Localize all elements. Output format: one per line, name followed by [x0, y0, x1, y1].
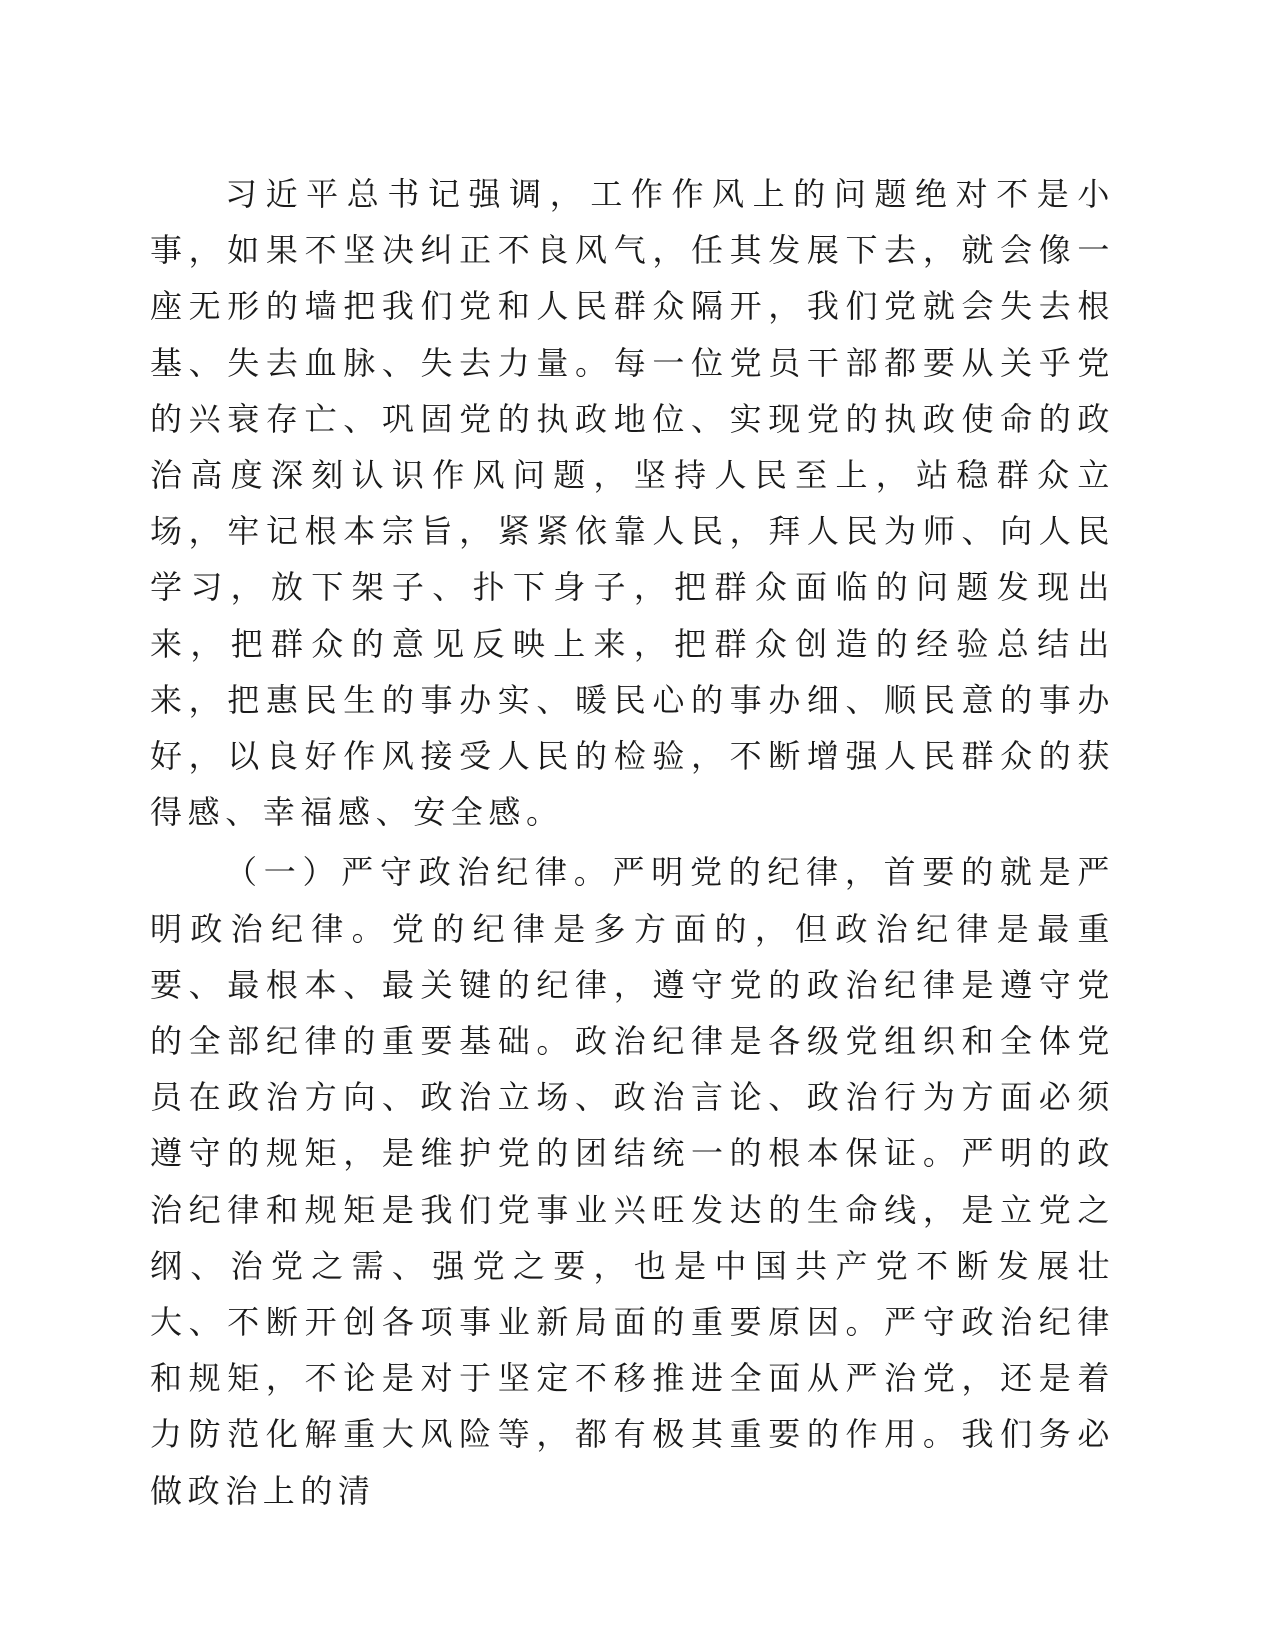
paragraph-political-discipline: （一）严守政治纪律。严明党的纪律，首要的就是严明政治纪律。党的纪律是多方面的，但政治纪律是最重要、最根本、最关键的纪律，遵守党的政治纪律是遵守党的全部纪律的重要基础。政治纪律是各级党组织和全体党员在政治方向、政治立场、政治言论、政治行为方面必须遵守的规矩，是维护党的团结统一的根本保证。严明的政治纪律和规矩是我们党事业兴旺发达的生命线，是立党之纲、治党之需、强党之要，也是中国共产党不断发展壮大、不断开创各项事业新局面的重要原因。严守政治纪律和规矩，不论是对于坚定不移推进全面从严治党，还是着力防范化解重大风险等，都有极其重要的作用。我们务必做政治上的清: [150, 853, 1115, 1510]
paragraph-work-style: 习近平总书记强调，工作作风上的问题绝对不是小事，如果不坚决纠正不良风气，任其发展下去，就会像一座无形的墙把我们党和人民群众隔开，我们党就会失去根基、失去血脉、失去力量。每一位党员干部都要从关乎党的兴衰存亡、巩固党的执政地位、实现党的执政使命的政治高度深刻认识作风问题，坚持人民至上，站稳群众立场，牢记根本宗旨，紧紧依靠人民，拜人民为师、向人民学习，放下架子、扑下身子，把群众面临的问题发现出来，把群众的意见反映上来，把群众创造的经验总结出来，把惠民生的事办实、暖民心的事办细、顺民意的事办好，以良好作风接受人民的检验，不断增强人民群众的获得感、幸福感、安全感。: [150, 175, 1115, 832]
document-body: [150, 166, 1115, 1519]
